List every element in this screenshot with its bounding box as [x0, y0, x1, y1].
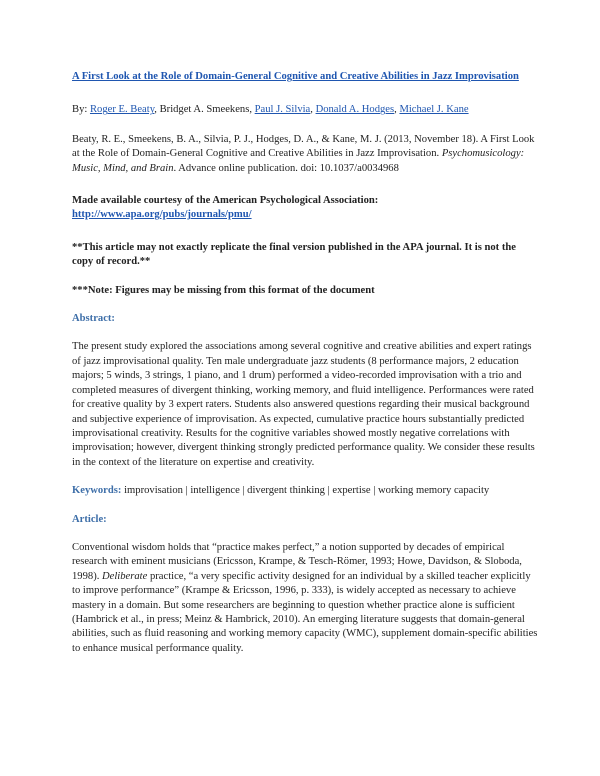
courtesy-statement: Made available courtesy of the American Psychological Association: http://www.apa.org/pubs/journals/pmu/	[72, 195, 379, 221]
author-link-beaty[interactable]: Roger E. Beaty	[89, 104, 155, 116]
author-link-hodges[interactable]: Donald A. Hodges	[315, 104, 395, 116]
copy-of-record-note: **This article may not exactly replicate the final version published in the APA journal. It is not the copy of record.**	[72, 241, 516, 268]
by-label: By:	[72, 104, 88, 116]
author-smeekens: Bridget A. Smeekens	[159, 104, 250, 116]
article-title-link[interactable]: A First Look at the Role of Domain-General Cognitive and Creative Abilities in Jazz Improvisation	[72, 71, 519, 82]
figures-missing-note: ***Note: Figures may be missing from this format of the document	[72, 284, 375, 296]
keywords	[72, 484, 538, 498]
author-link-silvia[interactable]: Paul J. Silvia	[254, 104, 311, 116]
keywords-text: improvisation | intelligence | divergent thinking | expertise | working memory capacity	[121, 485, 490, 497]
citation: Beaty, R. E., Smeekens, B. A., Silvia, P. J., Hodges, D. A., & Kane, M. J. (2013, November 18). A First Look at the Role of Domain-General Cognitive and Creative Abilities in Jazz Improvisation. Psychomusicology: Music, Mind, and Brain. Advance online publication. doi: 10.1037/a0034968	[72, 133, 535, 174]
article-heading: Article:	[72, 513, 107, 525]
article-body: Conventional wisdom holds that “practice makes perfect,” a notion supported by decades of empirical research with eminent musicians (Ericsson, Krampe, & Tesch-Römer, 1993; Howe, Davidson, & Sloboda, 1998). Deliberate practice, “a very specific activity designed for an individual by a skilled teacher explicitly to improve performance” (Krampe & Ericsson, 1996, p. 333), is widely accepted as necessary to achieve mastery in a domain. But some researchers are beginning to question whether practice alone is sufficient (Hambrick et al., in press; Meinz & Hambrick, 2010). An emerging literature suggests that domain-general abilities, such as fluid reasoning and working memory capacity (WMC), supplement domain-specific abilities to enhance musical performance quality.	[72, 541, 538, 654]
apa-journal-link[interactable]: http://www.apa.org/pubs/journals/pmu/	[72, 209, 252, 221]
author-line: By: Roger E. Beaty, Bridget A. Smeekens, Paul J. Silvia, Donald A. Hodges, Michael J. Kane	[72, 104, 469, 116]
keywords-label: Keywords:	[72, 485, 122, 497]
author-link-kane[interactable]: Michael J. Kane	[399, 104, 469, 116]
journal-name: Psychomusicology: Music, Mind, and Brain	[72, 148, 525, 174]
abstract-text: The present study explored the associations among several cognitive and creative abilities and expert ratings of jazz improvisational quality. Ten male undergraduate jazz students (8 performance majors, 2 education majors; 5 winds, 3 strings, 1 piano, and 1 drum) performed a video-recorded improvisation with a trio and completed measures of divergent thinking, working memory, and fluid intelligence. Performances were rated for creative quality by 3 expert raters. Students also answered questions regarding their musical background and subjective experience of improvisation. As expected, cumulative practice hours substantially predicted improvisational creativity. Results for the cognitive variables showed mostly negative correlations with improvisation; however, divergent thinking strongly predicted performance quality. We consider these results in the context of the literature on expertise and creativity.	[72, 341, 535, 468]
document-page	[72, 70, 538, 656]
abstract-heading: Abstract:	[72, 313, 115, 325]
